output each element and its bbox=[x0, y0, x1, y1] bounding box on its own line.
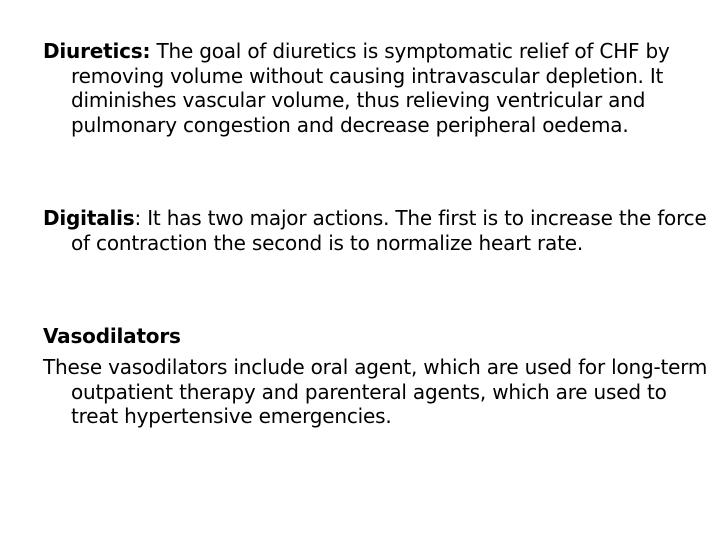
digitalis-text: : It has two major actions. The first is to increase the force of contraction the second is to normalize heart rate. bbox=[71, 206, 707, 255]
diuretics-text: The goal of diuretics is symptomatic relief of CHF by removing volume without causing intravascular depletion. It diminishes vascular volume, thus relieving ventricular and pulmonary congestion and decrease peripheral oedema. bbox=[71, 39, 670, 137]
digitalis-paragraph bbox=[43, 206, 711, 255]
digitalis-heading: Digitalis bbox=[43, 206, 135, 230]
vasodilators-heading-line bbox=[43, 324, 711, 349]
diuretics-heading: Diuretics: bbox=[43, 39, 151, 63]
diuretics-paragraph bbox=[43, 39, 711, 137]
vasodilators-heading: Vasodilators bbox=[43, 324, 181, 348]
vasodilators-paragraph bbox=[43, 355, 711, 429]
vasodilators-text: These vasodilators include oral agent, which are used for long-term outpatient therapy and parenteral agents, which are used to treat hypertensive emergencies. bbox=[43, 355, 708, 428]
